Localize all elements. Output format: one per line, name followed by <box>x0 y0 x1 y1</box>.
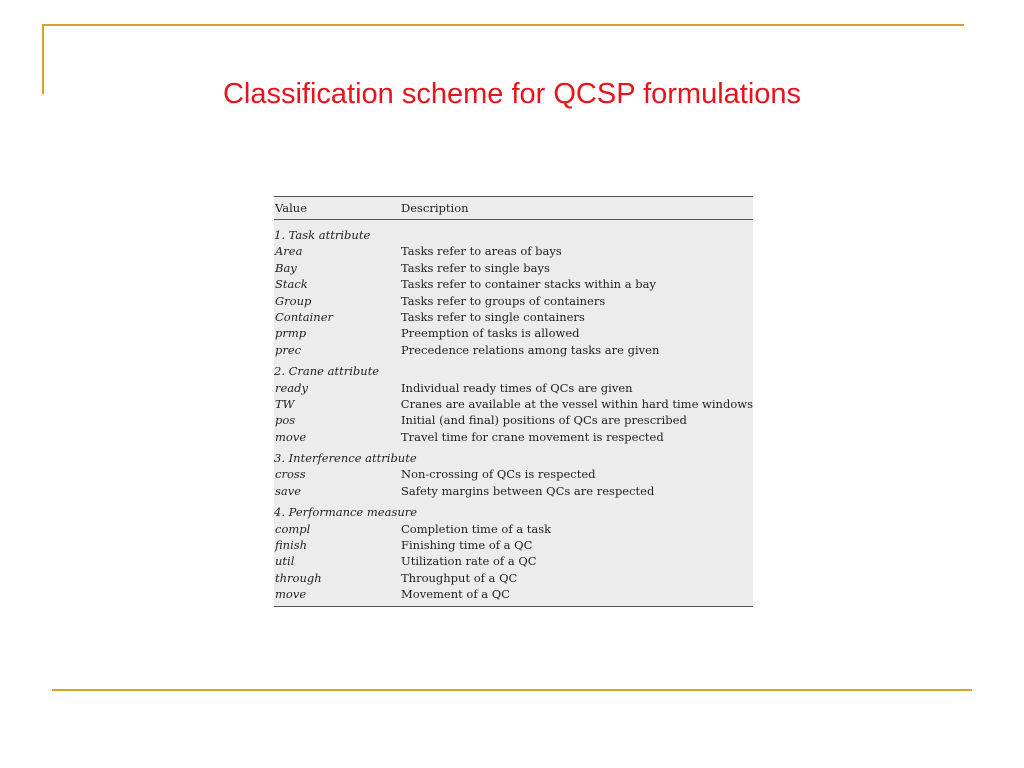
table-row <box>274 396 753 412</box>
row-value: save <box>275 483 302 498</box>
row-description: Travel time for crane movement is respected <box>401 429 664 444</box>
table-row <box>274 537 753 553</box>
row-value: Group <box>275 293 312 308</box>
table-section <box>274 358 753 445</box>
table-row <box>274 521 753 537</box>
row-description: Tasks refer to single bays <box>401 260 550 275</box>
row-description: Throughput of a QC <box>401 570 518 585</box>
row-value: ready <box>275 380 309 395</box>
table-row <box>274 260 753 276</box>
row-description: Finishing time of a QC <box>401 538 533 553</box>
row-description: Initial (and final) positions of QCs are prescribed <box>401 413 687 428</box>
row-description: Individual ready times of QCs are given <box>401 380 633 395</box>
row-value: util <box>275 554 295 569</box>
row-description: Utilization rate of a QC <box>401 554 537 569</box>
row-description: Tasks refer to groups of containers <box>401 293 606 308</box>
row-description: Preemption of tasks is allowed <box>401 326 580 341</box>
table-row <box>274 325 753 341</box>
row-value: TW <box>275 396 295 411</box>
row-value: through <box>275 570 322 585</box>
row-description: Precedence relations among tasks are given <box>401 342 660 357</box>
row-value: move <box>275 429 307 444</box>
row-description: Tasks refer to single containers <box>401 309 585 324</box>
row-value: pos <box>275 413 296 428</box>
row-value: cross <box>275 467 306 482</box>
row-value: prec <box>275 342 302 357</box>
table-row <box>274 243 753 259</box>
row-description: Completion time of a task <box>401 521 552 536</box>
row-value: Bay <box>275 260 297 275</box>
table-header-row <box>274 197 753 219</box>
table-section <box>274 222 753 358</box>
table-row <box>274 483 753 499</box>
section-label: 3. Interference attribute <box>274 451 417 466</box>
row-value: finish <box>275 538 308 553</box>
table-row <box>274 342 753 358</box>
slide-title: Classification scheme for QCSP formulations <box>222 78 802 110</box>
table-row <box>274 412 753 428</box>
classification-table <box>274 196 753 607</box>
row-value: move <box>275 587 307 602</box>
section-label: 2. Crane attribute <box>274 364 380 379</box>
row-description: Cranes are available at the vessel within hard time windows <box>400 396 753 411</box>
table-row <box>274 466 753 482</box>
header-value: Value <box>275 201 307 215</box>
row-value: Stack <box>275 277 308 292</box>
table-section <box>274 499 753 602</box>
table-row <box>274 309 753 325</box>
table-row <box>274 293 753 309</box>
table-row <box>274 553 753 569</box>
table-row <box>274 429 753 445</box>
bottom-accent-rule <box>52 689 972 691</box>
row-value: compl <box>275 521 311 536</box>
section-label: 1. Task attribute <box>274 228 371 242</box>
top-accent-rule <box>42 24 964 26</box>
table-row <box>274 570 753 586</box>
row-description: Non-crossing of QCs is respected <box>401 467 596 482</box>
table-bottom-rule <box>274 606 753 607</box>
header-description: Description <box>401 201 469 215</box>
section-label: 4. Performance measure <box>274 505 418 520</box>
row-description: Movement of a QC <box>401 587 510 602</box>
table-row <box>274 276 753 292</box>
row-description: Tasks refer to container stacks within a bay <box>401 277 656 292</box>
row-value: Container <box>275 309 333 324</box>
row-description: Safety margins between QCs are respected <box>401 483 655 498</box>
table-row <box>274 586 753 602</box>
table-section <box>274 445 753 499</box>
table-row <box>274 380 753 396</box>
table-body <box>274 220 753 606</box>
row-description: Tasks refer to areas of bays <box>401 244 562 259</box>
row-value: prmp <box>275 326 307 341</box>
row-value: Area <box>275 244 303 259</box>
